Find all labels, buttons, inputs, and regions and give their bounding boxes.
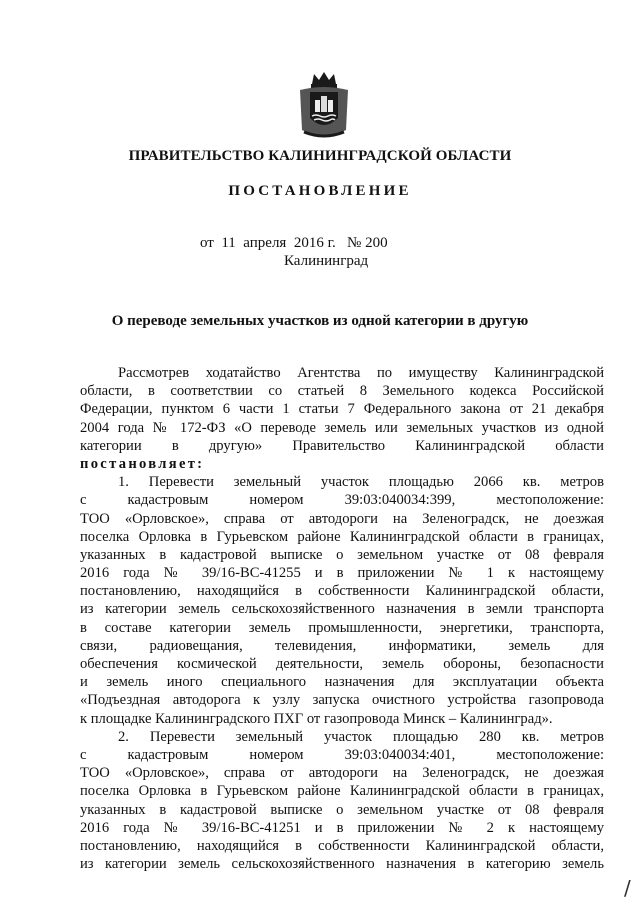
body-line: с кадастровым номером 39:03:040034:401, местоположение:	[80, 746, 604, 763]
margin-mark: /	[624, 876, 631, 900]
body-line: 2004 года № 172-ФЗ «О переводе земель или земельных участков из одной	[80, 419, 604, 436]
body-line: 2016 года № 39/16-ВС-41251 и в приложении № 2 к настоящему	[80, 819, 604, 836]
body-line: с кадастровым номером 39:03:040034:399, местоположение:	[80, 492, 604, 509]
body-line: в составе категории земель промышленности, энергетики, транспорта,	[80, 619, 604, 636]
body-line: обеспечения космической деятельности, земель обороны, безопасности	[80, 656, 604, 672]
body-line: ТОО «Орловское», справа от автодороги на Зеленоградск, не доезжая	[80, 510, 604, 527]
body-line: постановлению, находящийся в собственности Калининградской области,	[80, 837, 604, 854]
resolution-word: постановляет:	[80, 455, 205, 472]
body-line: Рассмотрев ходатайство Агентства по имуществу Калининградской	[118, 365, 604, 381]
document-type: ПОСТАНОВЛЕНИЕ	[228, 183, 412, 199]
body-line: и земель иного специального назначения для эксплуатации объекта	[80, 674, 604, 691]
document-city: Калининград	[284, 253, 369, 269]
body-line: из категории земель сельскохозяйственного назначения в земли транспорта	[80, 601, 604, 618]
document-date-number: от 11 апреля 2016 г. № 200	[200, 235, 388, 251]
body-line: указанных в кадастровой выписке о земельном участке от 08 февраля	[80, 801, 604, 818]
body-line: постановлению, находящийся в собственности Калининградской области,	[80, 583, 604, 600]
body-line: 1. Перевести земельный участок площадью 2066 кв. метров	[118, 474, 604, 491]
document-body	[80, 364, 604, 873]
body-line: «Подъездная автодорога к узлу запуска очистного устройства газопровода	[80, 692, 604, 709]
body-line: поселка Орловка в Гурьевском районе Калининградской области в границах,	[80, 528, 604, 545]
coat-of-arms-icon	[296, 70, 352, 142]
government-title: ПРАВИТЕЛЬСТВО КАЛИНИНГРАДСКОЙ ОБЛАСТИ	[128, 148, 512, 164]
body-line: указанных в кадастровой выписке о земельном участке от 08 февраля	[80, 546, 604, 563]
body-line: Федерации, пунктом 6 части 1 статьи 7 Федерального закона от 21 декабря	[80, 401, 604, 418]
body-line: 2. Перевести земельный участок площадью 280 кв. метров	[118, 728, 604, 745]
body-line: области, в соответствии со статьей 8 Земельного кодекса Российской	[80, 383, 604, 400]
body-line: из категории земель сельскохозяйственного назначения в категорию земель	[80, 856, 604, 873]
body-line: категории в другую» Правительство Калининградской области	[80, 437, 604, 454]
document-subject: О переводе земельных участков из одной категории в другую	[111, 313, 529, 329]
body-line: поселка Орловка в Гурьевском районе Калининградской области в границах,	[80, 783, 604, 800]
body-line: к площадке Калининградского ПХГ от газопровода Минск – Калининград».	[80, 710, 553, 727]
body-line: 2016 года № 39/16-ВС-41255 и в приложении № 1 к настоящему	[80, 565, 604, 582]
body-line: связи, радиовещания, телевидения, информатики, земель для	[80, 637, 604, 654]
body-line: ТОО «Орловское», справа от автодороги на Зеленоградск, не доезжая	[80, 765, 604, 782]
